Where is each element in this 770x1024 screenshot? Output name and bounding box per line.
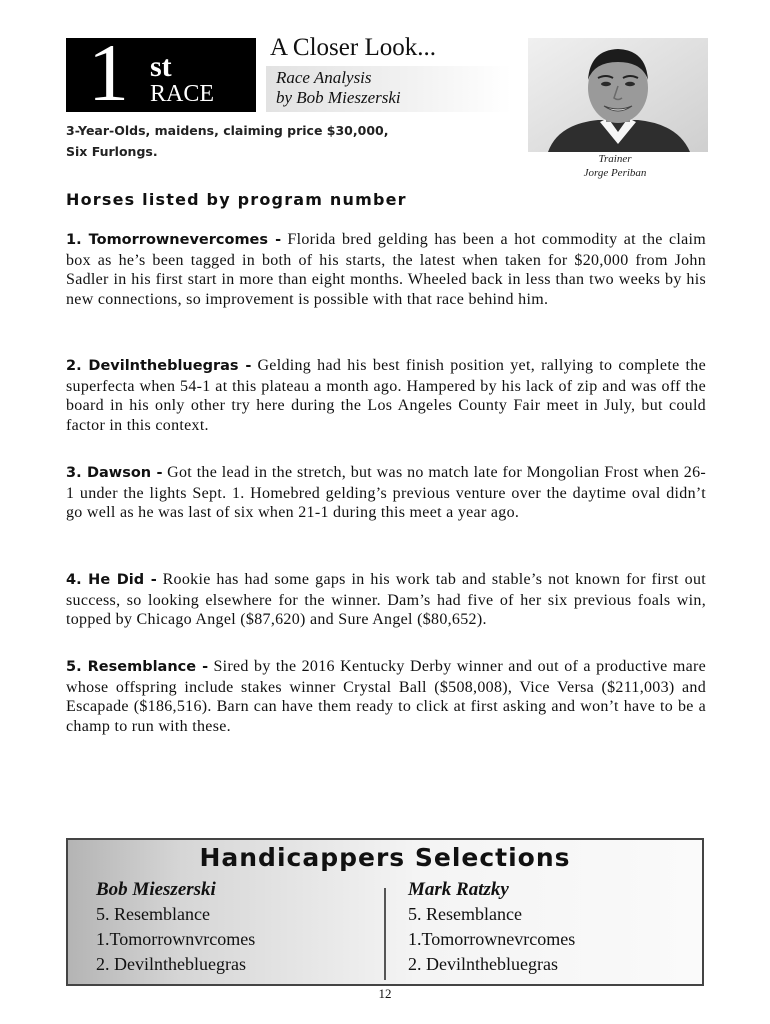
trainer-role: Trainer xyxy=(598,153,632,165)
selection-pick: 2. Devilnthebluegras xyxy=(96,954,246,974)
byline-subtitle: Race Analysis xyxy=(276,68,372,87)
handicapper-column xyxy=(96,878,255,977)
horse-entry xyxy=(66,657,706,736)
page-number: 12 xyxy=(378,986,392,1001)
horse-entry-head: 5. Resemblance - xyxy=(66,659,209,675)
selections-title: Handicappers Selections xyxy=(199,843,571,872)
column-divider xyxy=(384,888,386,980)
trainer-name: Jorge Periban xyxy=(583,167,647,179)
selection-pick: 1.Tomorrownevrcomes xyxy=(408,929,576,949)
horse-entry-text: Rookie has had some gaps in his work tab and stable’s not known for first out success, so looking elsewhere for the winner. Dam’s had five of her six previous foals win, topped by Chicago Angel ($87,620) and Sure Angel ($80,652). xyxy=(66,571,706,628)
horse-entry-text: Got the lead in the stretch, but was no match late for Mongolian Frost when 26-1 under the lights Sept. 1. Homebred gelding’s previous venture over the daytime oval didn’t go well as he was last of six when 21-1 during this meet a year ago. xyxy=(66,464,706,521)
byline-box xyxy=(266,66,511,112)
race-conditions-line: 3-Year-Olds, maidens, claiming price $30,000, xyxy=(66,123,389,138)
race-ordinal: st xyxy=(150,50,172,83)
handicapper-column xyxy=(408,878,575,977)
horse-entry-head: 4. He Did - xyxy=(66,572,157,588)
selection-pick: 5. Resemblance xyxy=(408,904,522,924)
race-number-badge xyxy=(66,27,256,118)
selection-pick: 5. Resemblance xyxy=(96,904,210,924)
horse-entry xyxy=(66,230,706,309)
selection-pick: 1.Tomorrownvrcomes xyxy=(96,929,256,949)
handicapper-name: Mark Ratzky xyxy=(408,879,509,900)
selection-pick: 2. Devilnthebluegras xyxy=(408,954,558,974)
horse-entry xyxy=(66,463,706,523)
page-title: A Closer Look... xyxy=(270,34,436,61)
horse-entry-head: 1. Tomorrownevercomes - xyxy=(66,232,282,248)
trainer-caption xyxy=(540,152,690,180)
trainer-portrait-illustration xyxy=(528,38,708,152)
horse-entry-head: 2. Devilnthebluegras - xyxy=(66,358,252,374)
byline-author: by Bob Mieszerski xyxy=(276,88,401,107)
race-conditions-line: Six Furlongs. xyxy=(66,144,158,159)
horse-entry xyxy=(66,356,706,435)
race-conditions xyxy=(66,120,426,162)
horse-entry-text: Gelding had his best finish position yet, rallying to complete the superfecta when 54-1 at this plateau a month ago. Hampered by his lack of zip and was off the board in his only other try here during the Los Angeles County Fair meet in July, but could factor in this context. xyxy=(66,357,706,434)
horse-entry xyxy=(66,570,706,630)
trainer-photo xyxy=(528,38,708,152)
handicappers-selections xyxy=(66,838,704,986)
horse-entry-text: Sired by the 2016 Kentucky Derby winner and out of a productive mare whose offspring include stakes winner Crystal Ball ($508,008), Vice Versa ($211,003) and Escapade ($186,516). Barn can have them ready to click at first asking and won’t have to be a champ to run with these. xyxy=(66,658,707,735)
race-label: RACE xyxy=(150,81,215,107)
section-heading: Horses listed by program number xyxy=(66,190,407,209)
race-number: 1 xyxy=(88,27,129,118)
horse-entry-head: 3. Dawson - xyxy=(66,465,163,481)
handicapper-name: Bob Mieszerski xyxy=(96,879,216,900)
horse-entry-text: Florida bred gelding has been a hot commodity at the claim box as he’s been tagged in both of his starts, the latest when taken for $20,000 from John Sadler in his first start in more than eight months. Wheeled back in less than two weeks by his new connections, so improvement is possible with that race behind him. xyxy=(66,231,706,308)
